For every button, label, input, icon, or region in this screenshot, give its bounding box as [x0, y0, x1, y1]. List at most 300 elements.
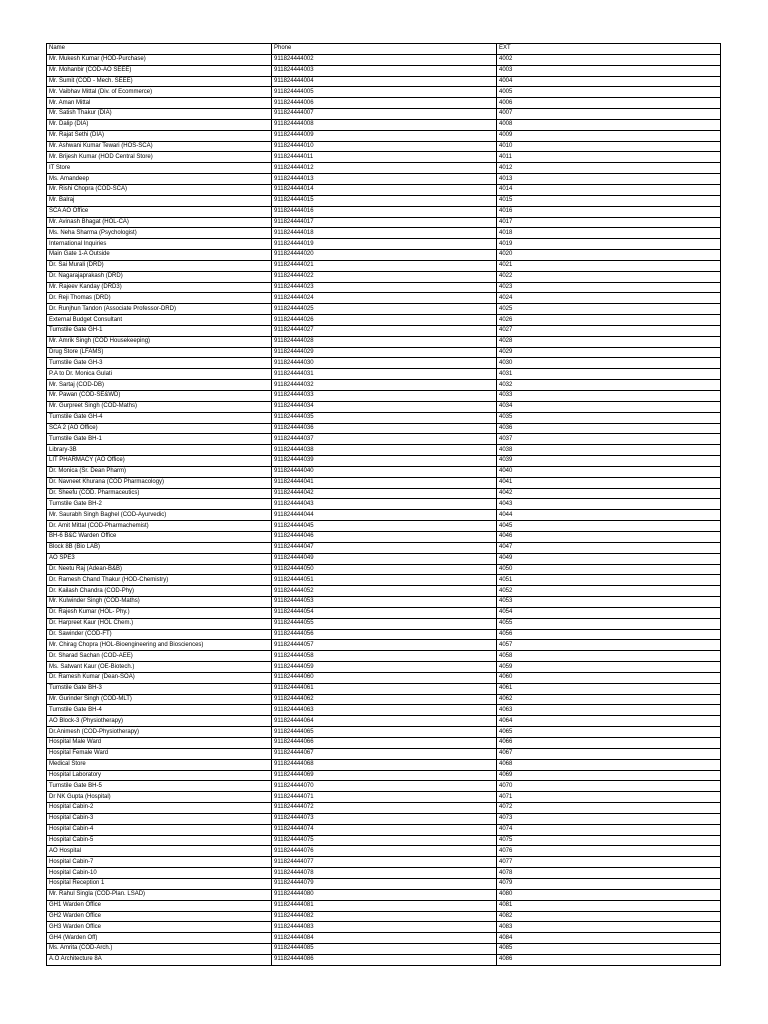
cell-ext: 4033 [497, 391, 721, 402]
table-row [47, 553, 721, 564]
cell-phone: 911824444044 [272, 510, 497, 521]
table-row [47, 423, 721, 434]
cell-name: Mr. Chirag Chopra (HOL-Bioengineering and Biosciences) [47, 640, 272, 651]
cell-name: Mr. Pawan (COD-SE&WD) [47, 391, 272, 402]
cell-ext: 4007 [497, 109, 721, 120]
cell-name: Main Gate 1-A Outside [47, 250, 272, 261]
cell-name: Mr. Rajat Sethi (DIA) [47, 130, 272, 141]
cell-phone: 911824444009 [272, 130, 497, 141]
cell-ext: 4080 [497, 889, 721, 900]
cell-phone: 911824444034 [272, 401, 497, 412]
cell-phone: 911824444022 [272, 271, 497, 282]
cell-phone: 911824444024 [272, 293, 497, 304]
table-row [47, 250, 721, 261]
cell-name: Hospital Cabin-4 [47, 824, 272, 835]
cell-name: Hospital Cabin-5 [47, 835, 272, 846]
table-row [47, 748, 721, 759]
cell-name: Mr. Saurabh Singh Baghel (COD-Ayurvedic) [47, 510, 272, 521]
cell-name: Mr. Rajeev Kanday (DRD3) [47, 282, 272, 293]
cell-name: Turnstile Gate BH-4 [47, 705, 272, 716]
table-row [47, 575, 721, 586]
table-row [47, 911, 721, 922]
cell-ext: 4044 [497, 510, 721, 521]
cell-ext: 4066 [497, 738, 721, 749]
table-row [47, 564, 721, 575]
cell-ext: 4068 [497, 759, 721, 770]
cell-name: Mr. Satish Thakur (DIA) [47, 109, 272, 120]
cell-ext: 4016 [497, 206, 721, 217]
table-row [47, 76, 721, 87]
table-row [47, 716, 721, 727]
table-row [47, 282, 721, 293]
cell-name: Dr. Nagarajaprakash (DRD) [47, 271, 272, 282]
cell-phone: 911824444065 [272, 727, 497, 738]
cell-ext: 4086 [497, 954, 721, 965]
cell-ext: 4005 [497, 87, 721, 98]
cell-name: BH-6 B&C Warden Office [47, 531, 272, 542]
cell-phone: 911824444051 [272, 575, 497, 586]
cell-ext: 4078 [497, 868, 721, 879]
cell-phone: 911824444025 [272, 304, 497, 315]
cell-ext: 4050 [497, 564, 721, 575]
cell-ext: 4057 [497, 640, 721, 651]
cell-name: Mr. Avinash Bhagat (HOL-CA) [47, 217, 272, 228]
cell-ext: 4020 [497, 250, 721, 261]
cell-ext: 4074 [497, 824, 721, 835]
table-row [47, 325, 721, 336]
cell-phone: 911824444018 [272, 228, 497, 239]
cell-name: Drug Store (LFAMS) [47, 347, 272, 358]
cell-name: Hospital Laboratory [47, 770, 272, 781]
cell-name: Turnstile Gate GH-3 [47, 358, 272, 369]
table-row [47, 239, 721, 250]
cell-name: Mr. Gurpreet Singh (COD-Maths) [47, 401, 272, 412]
cell-ext: 4002 [497, 54, 721, 65]
cell-name: Hospital Cabin-3 [47, 813, 272, 824]
table-row [47, 531, 721, 542]
table-row [47, 618, 721, 629]
table-row [47, 868, 721, 879]
cell-ext: 4058 [497, 651, 721, 662]
cell-ext: 4049 [497, 553, 721, 564]
table-row [47, 54, 721, 65]
cell-phone: 911824444016 [272, 206, 497, 217]
cell-phone: 911824444083 [272, 922, 497, 933]
cell-phone: 911824444027 [272, 325, 497, 336]
cell-ext: 4083 [497, 922, 721, 933]
cell-ext: 4006 [497, 98, 721, 109]
cell-ext: 4009 [497, 130, 721, 141]
cell-ext: 4079 [497, 878, 721, 889]
table-row [47, 369, 721, 380]
table-row [47, 401, 721, 412]
cell-ext: 4045 [497, 521, 721, 532]
cell-phone: 911824444069 [272, 770, 497, 781]
header-ext: EXT [497, 44, 721, 55]
cell-name: Mr. Sartaj (COD-DB) [47, 380, 272, 391]
table-row [47, 672, 721, 683]
table-row [47, 184, 721, 195]
cell-ext: 4018 [497, 228, 721, 239]
cell-name: Library-3B [47, 445, 272, 456]
table-row [47, 651, 721, 662]
table-row [47, 705, 721, 716]
cell-phone: 911824444035 [272, 412, 497, 423]
cell-name: Mr. Gurinder Singh (COD-MLT) [47, 694, 272, 705]
cell-ext: 4077 [497, 857, 721, 868]
cell-name: Mr. Mohanbir (COD-AO SEEE) [47, 65, 272, 76]
cell-ext: 4042 [497, 488, 721, 499]
cell-name: AO Block-3 (Physiotherapy) [47, 716, 272, 727]
cell-ext: 4035 [497, 412, 721, 423]
cell-ext: 4070 [497, 781, 721, 792]
cell-phone: 911824444036 [272, 423, 497, 434]
cell-phone: 911824444060 [272, 672, 497, 683]
cell-phone: 911824444081 [272, 900, 497, 911]
cell-name: Ms. Neha Sharma (Psychologist) [47, 228, 272, 239]
cell-phone: 911824444061 [272, 683, 497, 694]
cell-name: Hospital Female Ward [47, 748, 272, 759]
table-row [47, 445, 721, 456]
cell-name: AO SPE3 [47, 553, 272, 564]
table-row [47, 65, 721, 76]
table-row [47, 792, 721, 803]
cell-ext: 4024 [497, 293, 721, 304]
cell-name: Dr. Ramesh Kumar (Dean-SOA) [47, 672, 272, 683]
table-row [47, 781, 721, 792]
table-row [47, 304, 721, 315]
table-row [47, 456, 721, 467]
cell-name: Dr. Reji Thomas (DRD) [47, 293, 272, 304]
cell-name: GH3 Warden Office [47, 922, 272, 933]
cell-name: Dr. Navneet Khurana (COD Pharmacology) [47, 477, 272, 488]
table-row [47, 933, 721, 944]
cell-phone: 911824444015 [272, 195, 497, 206]
cell-name: AO Hospital [47, 846, 272, 857]
cell-name: Hospital Reception 1 [47, 878, 272, 889]
phone-directory-table [46, 43, 721, 966]
cell-phone: 911824444076 [272, 846, 497, 857]
cell-ext: 4008 [497, 119, 721, 130]
table-row [47, 542, 721, 553]
cell-name: Turnstile Gate BH-1 [47, 434, 272, 445]
document-page [46, 43, 720, 966]
table-row [47, 889, 721, 900]
cell-phone: 911824444019 [272, 239, 497, 250]
cell-phone: 911824444063 [272, 705, 497, 716]
cell-phone: 911824444071 [272, 792, 497, 803]
cell-ext: 4022 [497, 271, 721, 282]
cell-ext: 4076 [497, 846, 721, 857]
table-row [47, 629, 721, 640]
cell-phone: 911824444054 [272, 607, 497, 618]
cell-phone: 911824444073 [272, 813, 497, 824]
cell-name: Dr NK Gupta (Hospital) [47, 792, 272, 803]
cell-phone: 911824444032 [272, 380, 497, 391]
table-row [47, 499, 721, 510]
cell-phone: 911824444030 [272, 358, 497, 369]
cell-phone: 911824444031 [272, 369, 497, 380]
cell-phone: 911824444074 [272, 824, 497, 835]
cell-name: Hospital Cabin-2 [47, 803, 272, 814]
cell-ext: 4054 [497, 607, 721, 618]
cell-ext: 4021 [497, 260, 721, 271]
cell-ext: 4012 [497, 163, 721, 174]
cell-name: Turnstile Gate GH-1 [47, 325, 272, 336]
cell-name: A.O Architecture 8A [47, 954, 272, 965]
cell-name: GH1 Warden Office [47, 900, 272, 911]
cell-name: Turnstile Gate GH-4 [47, 412, 272, 423]
table-row [47, 206, 721, 217]
cell-ext: 4081 [497, 900, 721, 911]
cell-ext: 4067 [497, 748, 721, 759]
cell-ext: 4030 [497, 358, 721, 369]
table-row [47, 900, 721, 911]
cell-name: Mr. Balraj [47, 195, 272, 206]
table-body [47, 54, 721, 965]
cell-phone: 911824444084 [272, 933, 497, 944]
cell-ext: 4010 [497, 141, 721, 152]
cell-ext: 4062 [497, 694, 721, 705]
cell-ext: 4011 [497, 152, 721, 163]
cell-ext: 4065 [497, 727, 721, 738]
cell-phone: 911824444062 [272, 694, 497, 705]
cell-phone: 911824444086 [272, 954, 497, 965]
table-row [47, 119, 721, 130]
cell-phone: 911824444002 [272, 54, 497, 65]
cell-ext: 4019 [497, 239, 721, 250]
cell-phone: 911824444080 [272, 889, 497, 900]
table-row [47, 336, 721, 347]
cell-ext: 4041 [497, 477, 721, 488]
cell-phone: 911824444041 [272, 477, 497, 488]
cell-phone: 911824444004 [272, 76, 497, 87]
table-row [47, 347, 721, 358]
cell-name: Turnstile Gate BH-5 [47, 781, 272, 792]
cell-ext: 4015 [497, 195, 721, 206]
cell-name: Dr. Sharad Sachan (COD-AEE) [47, 651, 272, 662]
cell-phone: 911824444043 [272, 499, 497, 510]
table-row [47, 510, 721, 521]
cell-ext: 4052 [497, 586, 721, 597]
table-row [47, 727, 721, 738]
table-row [47, 391, 721, 402]
cell-name: Hospital Male Ward [47, 738, 272, 749]
table-row [47, 293, 721, 304]
cell-name: Mr. Rahul Singla (COD-Plan. LSAD) [47, 889, 272, 900]
table-row [47, 803, 721, 814]
table-row [47, 412, 721, 423]
cell-ext: 4071 [497, 792, 721, 803]
cell-phone: 911824444059 [272, 662, 497, 673]
cell-ext: 4075 [497, 835, 721, 846]
table-row [47, 944, 721, 955]
cell-phone: 911824444057 [272, 640, 497, 651]
cell-phone: 911824444046 [272, 531, 497, 542]
cell-phone: 911824444014 [272, 184, 497, 195]
cell-name: Mr. Aman Mittal [47, 98, 272, 109]
cell-name: International Inquiries [47, 239, 272, 250]
table-row [47, 770, 721, 781]
cell-ext: 4017 [497, 217, 721, 228]
cell-name: GH2 Warden Office [47, 911, 272, 922]
cell-phone: 911824444039 [272, 456, 497, 467]
cell-phone: 911824444037 [272, 434, 497, 445]
cell-phone: 911824444007 [272, 109, 497, 120]
cell-name: Dr. Sai Murali (DRD) [47, 260, 272, 271]
cell-phone: 911824444079 [272, 878, 497, 889]
table-row [47, 597, 721, 608]
cell-ext: 4073 [497, 813, 721, 824]
cell-name: GH4 (Warden Off) [47, 933, 272, 944]
cell-phone: 911824444064 [272, 716, 497, 727]
table-row [47, 163, 721, 174]
cell-ext: 4069 [497, 770, 721, 781]
cell-name: Dr. Rajesh Kumar (HOL- Phy.) [47, 607, 272, 618]
table-row [47, 466, 721, 477]
cell-ext: 4026 [497, 315, 721, 326]
cell-name: Dr. Ramesh Chand Thakur (HOD-Chemistry) [47, 575, 272, 586]
table-row [47, 152, 721, 163]
table-row [47, 662, 721, 673]
cell-name: Turnstile Gate BH-2 [47, 499, 272, 510]
table-row [47, 683, 721, 694]
cell-phone: 911824444033 [272, 391, 497, 402]
cell-ext: 4025 [497, 304, 721, 315]
cell-name: Ms. Satwant Kaur (OE-Biotech.) [47, 662, 272, 673]
cell-phone: 911824444008 [272, 119, 497, 130]
cell-name: Dr.Animesh (COD-Physiotherapy) [47, 727, 272, 738]
table-row [47, 922, 721, 933]
cell-ext: 4053 [497, 597, 721, 608]
table-row [47, 217, 721, 228]
table-row [47, 477, 721, 488]
table-row [47, 315, 721, 326]
cell-name: Dr. Monica (Sr. Dean Pharm) [47, 466, 272, 477]
cell-phone: 911824444042 [272, 488, 497, 499]
cell-phone: 911824444020 [272, 250, 497, 261]
table-row [47, 954, 721, 965]
cell-phone: 911824444006 [272, 98, 497, 109]
cell-phone: 911824444052 [272, 586, 497, 597]
cell-phone: 911824444053 [272, 597, 497, 608]
cell-ext: 4014 [497, 184, 721, 195]
cell-name: Dr. Runjhun Tandon (Associate Professor-DRD) [47, 304, 272, 315]
header-name: Name [47, 44, 272, 55]
cell-phone: 911824444050 [272, 564, 497, 575]
cell-phone: 911824444067 [272, 748, 497, 759]
table-row [47, 813, 721, 824]
cell-name: IT Store [47, 163, 272, 174]
cell-phone: 911824444056 [272, 629, 497, 640]
cell-phone: 911824444040 [272, 466, 497, 477]
cell-ext: 4059 [497, 662, 721, 673]
cell-phone: 911824444075 [272, 835, 497, 846]
cell-phone: 911824444066 [272, 738, 497, 749]
cell-name: Mr. Mukesh Kumar (HOD-Purchase) [47, 54, 272, 65]
cell-ext: 4034 [497, 401, 721, 412]
table-row [47, 607, 721, 618]
cell-phone: 911824444038 [272, 445, 497, 456]
cell-name: Block 8B (Bio LAB) [47, 542, 272, 553]
cell-name: Dr. Sawinder (COD-FT) [47, 629, 272, 640]
cell-name: Mr. Kulwinder Singh (COD-Maths) [47, 597, 272, 608]
cell-ext: 4051 [497, 575, 721, 586]
cell-name: Mr. Sumit (COD - Mech. SEEE) [47, 76, 272, 87]
table-row [47, 824, 721, 835]
table-row [47, 738, 721, 749]
cell-ext: 4082 [497, 911, 721, 922]
cell-ext: 4040 [497, 466, 721, 477]
cell-phone: 911824444005 [272, 87, 497, 98]
cell-phone: 911824444013 [272, 174, 497, 185]
table-header-row [47, 44, 721, 55]
cell-name: SCA 2 (AO Office) [47, 423, 272, 434]
table-row [47, 98, 721, 109]
cell-name: Dr. Sheefu (COD. Pharmaceutics) [47, 488, 272, 499]
cell-name: Mr. Rishi Chopra (COD-SCA) [47, 184, 272, 195]
cell-phone: 911824444029 [272, 347, 497, 358]
table-row [47, 586, 721, 597]
cell-name: External Budget Consultant [47, 315, 272, 326]
header-phone: Phone [272, 44, 497, 55]
cell-phone: 911824444012 [272, 163, 497, 174]
cell-ext: 4037 [497, 434, 721, 445]
table-row [47, 846, 721, 857]
cell-name: P.A to Dr. Monica Gulati [47, 369, 272, 380]
cell-ext: 4047 [497, 542, 721, 553]
cell-ext: 4029 [497, 347, 721, 358]
cell-name: Dr. Kailash Chandra (COD-Phy) [47, 586, 272, 597]
cell-ext: 4032 [497, 380, 721, 391]
cell-phone: 911824444023 [272, 282, 497, 293]
cell-phone: 911824444010 [272, 141, 497, 152]
cell-phone: 911824444017 [272, 217, 497, 228]
cell-ext: 4038 [497, 445, 721, 456]
cell-ext: 4004 [497, 76, 721, 87]
table-row [47, 759, 721, 770]
cell-ext: 4063 [497, 705, 721, 716]
cell-ext: 4064 [497, 716, 721, 727]
table-row [47, 228, 721, 239]
cell-phone: 911824444011 [272, 152, 497, 163]
cell-phone: 911824444082 [272, 911, 497, 922]
table-row [47, 87, 721, 98]
table-row [47, 271, 721, 282]
cell-ext: 4046 [497, 531, 721, 542]
cell-name: Mr. Ashwani Kumar Tewari (HOS-SCA) [47, 141, 272, 152]
cell-ext: 4084 [497, 933, 721, 944]
table-row [47, 640, 721, 651]
cell-ext: 4060 [497, 672, 721, 683]
table-row [47, 521, 721, 532]
cell-name: Dr. Amit Mittal (COD-Pharmachemist) [47, 521, 272, 532]
table-row [47, 174, 721, 185]
cell-name: Turnstile Gate BH-3 [47, 683, 272, 694]
cell-phone: 911824444045 [272, 521, 497, 532]
table-row [47, 694, 721, 705]
cell-ext: 4013 [497, 174, 721, 185]
cell-name: Ms. Amandeep [47, 174, 272, 185]
cell-ext: 4036 [497, 423, 721, 434]
cell-ext: 4031 [497, 369, 721, 380]
cell-phone: 911824444077 [272, 857, 497, 868]
cell-name: Hospital Cabin-7 [47, 857, 272, 868]
cell-name: Dr. Harpreet Kaur (HOL Chem.) [47, 618, 272, 629]
table-row [47, 380, 721, 391]
cell-phone: 911824444028 [272, 336, 497, 347]
cell-ext: 4023 [497, 282, 721, 293]
